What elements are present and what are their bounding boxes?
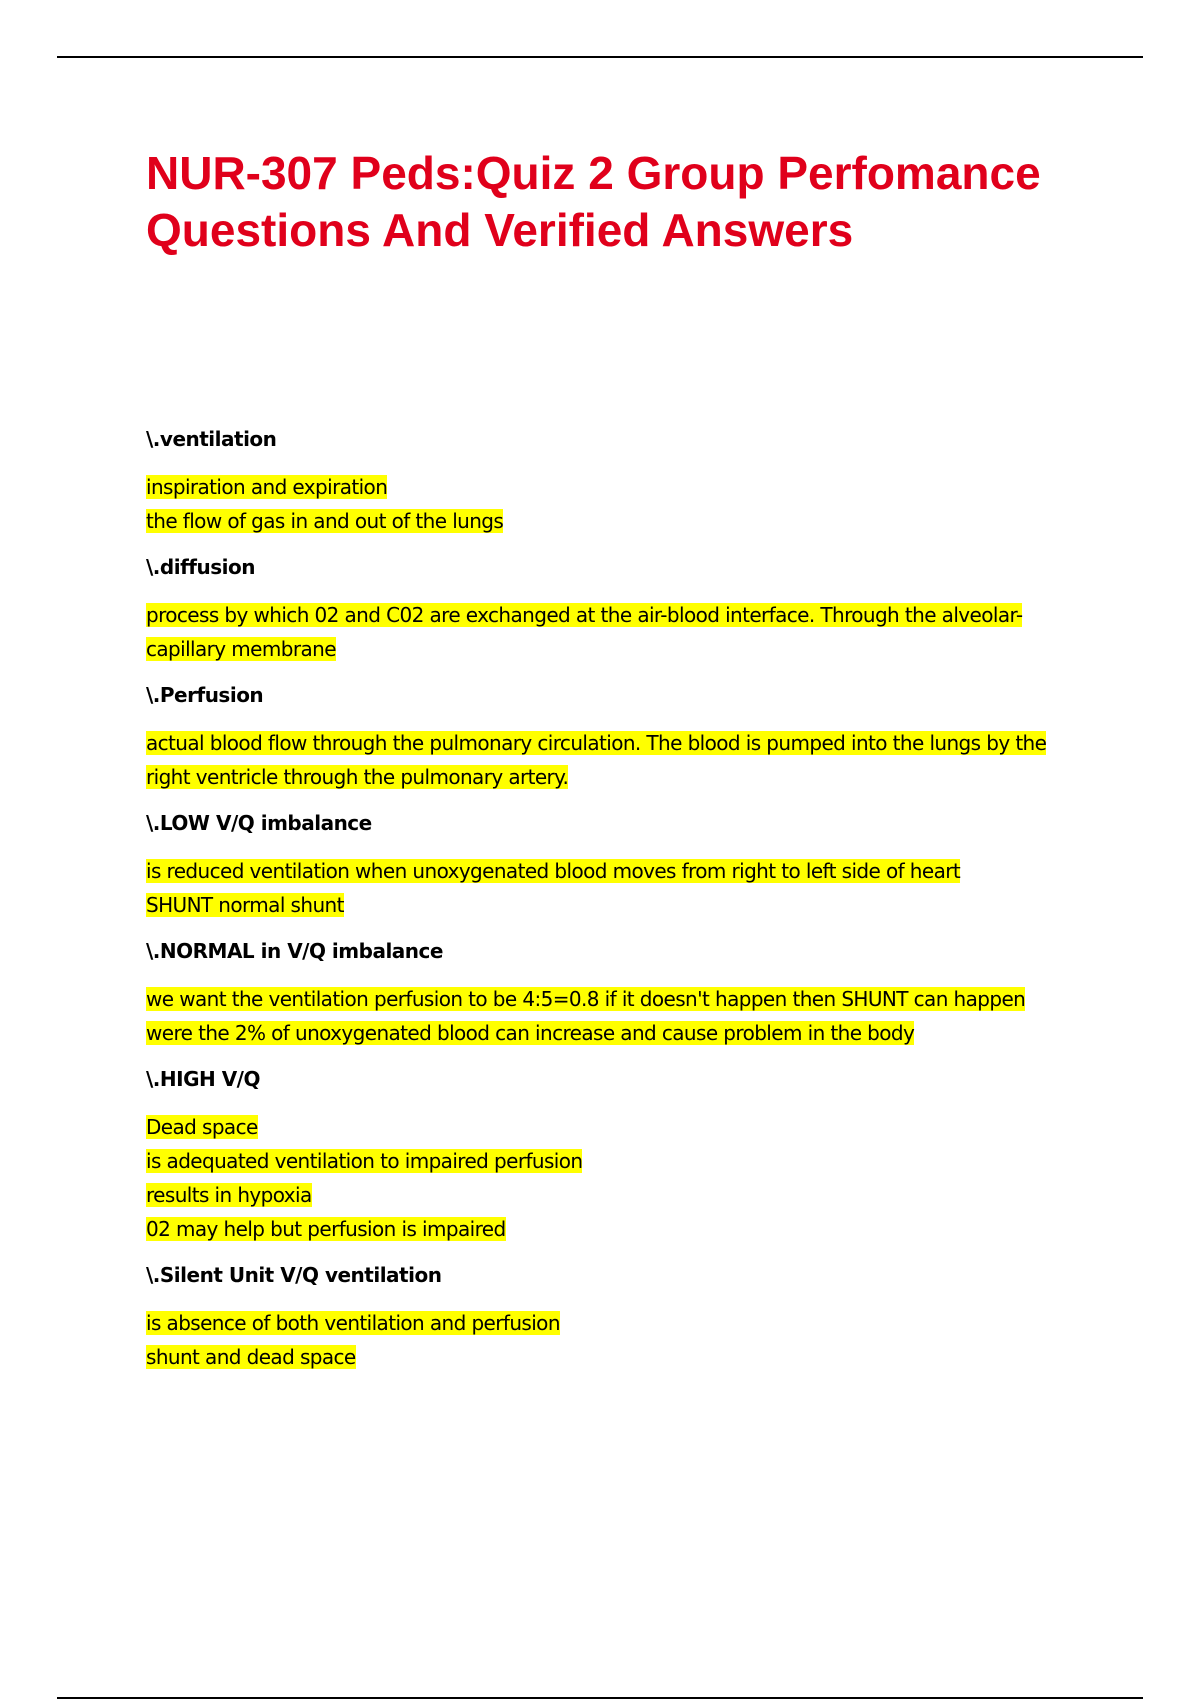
qa-item xyxy=(146,938,1106,1050)
answer-line: inspiration and expiration xyxy=(146,475,388,499)
answer-line: capillary membrane xyxy=(146,637,336,661)
question-term: \.ventilation xyxy=(146,427,277,451)
answer-line: shunt and dead space xyxy=(146,1345,356,1369)
answer-line: results in hypoxia xyxy=(146,1183,312,1207)
qa-item xyxy=(146,554,1106,666)
answer-line: is adequated ventilation to impaired perfusion xyxy=(146,1149,583,1173)
qa-item xyxy=(146,426,1106,538)
answer-line: Dead space xyxy=(146,1115,258,1139)
answer-line: were the 2% of unoxygenated blood can increase and cause problem in the body xyxy=(146,1021,915,1045)
qa-item xyxy=(146,1262,1106,1374)
answer-line: right ventricle through the pulmonary artery. xyxy=(146,765,569,789)
answer-line: the flow of gas in and out of the lungs xyxy=(146,509,504,533)
question-term: \.Perfusion xyxy=(146,683,264,707)
answer-line: we want the ventilation perfusion to be 4:5=0.8 if it doesn't happen then SHUNT can happen xyxy=(146,987,1026,1011)
answer-line: actual blood flow through the pulmonary circulation. The blood is pumped into the lungs by the xyxy=(146,731,1047,755)
answer-text xyxy=(146,470,1106,538)
question-term: \.diffusion xyxy=(146,555,255,579)
answer-text xyxy=(146,982,1106,1050)
question-term: \.Silent Unit V/Q ventilation xyxy=(146,1263,442,1287)
qa-item xyxy=(146,810,1106,922)
top-divider xyxy=(57,56,1143,58)
answer-text xyxy=(146,726,1106,794)
answer-line: SHUNT normal shunt xyxy=(146,893,344,917)
question-term: \.HIGH V/Q xyxy=(146,1067,260,1091)
answer-text xyxy=(146,598,1106,666)
question-term: \.NORMAL in V/Q imbalance xyxy=(146,939,443,963)
answer-line: is reduced ventilation when unoxygenated blood moves from right to left side of heart xyxy=(146,859,961,883)
qa-item xyxy=(146,1066,1106,1246)
answer-text xyxy=(146,1110,1106,1246)
answer-line: process by which 02 and C02 are exchanged at the air-blood interface. Through the alveolar- xyxy=(146,603,1023,627)
qa-list xyxy=(146,426,1106,1390)
answer-line: 02 may help but perfusion is impaired xyxy=(146,1217,506,1241)
bottom-divider xyxy=(57,1697,1143,1699)
question-term: \.LOW V/Q imbalance xyxy=(146,811,372,835)
answer-line: is absence of both ventilation and perfusion xyxy=(146,1311,560,1335)
document-title: NUR-307 Peds:Quiz 2 Group Perfomance Questions And Verified Answers xyxy=(146,147,1041,256)
answer-text xyxy=(146,854,1106,922)
qa-item xyxy=(146,682,1106,794)
answer-text xyxy=(146,1306,1106,1374)
